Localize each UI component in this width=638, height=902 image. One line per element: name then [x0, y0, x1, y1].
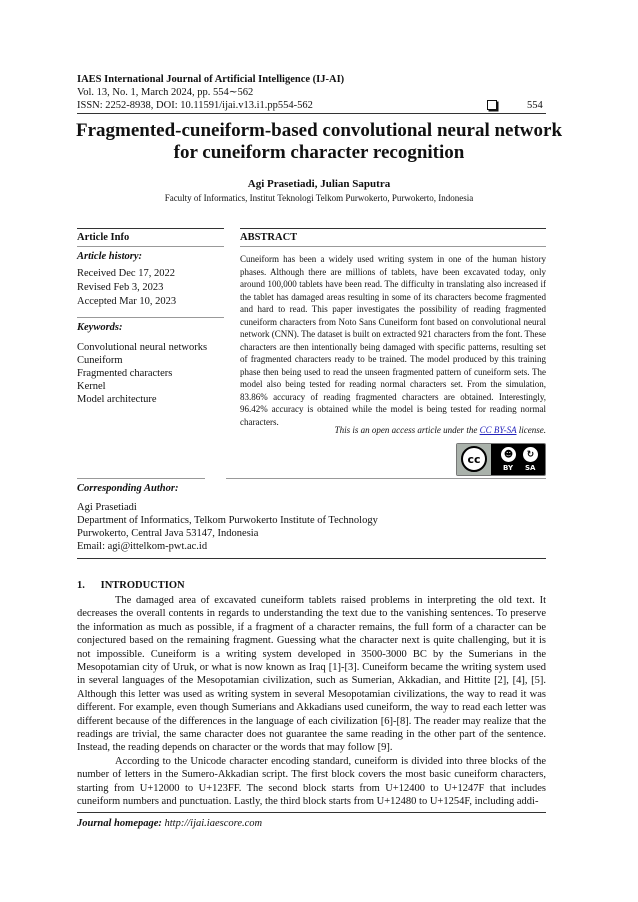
corresponding-right-rule — [226, 478, 546, 479]
abstract-top-rule — [240, 228, 546, 229]
cc-logo-icon: cc — [461, 446, 487, 472]
cc-by-label: BY — [503, 464, 514, 472]
share-alike-icon: ↻ — [523, 447, 538, 462]
author-name: Agi Prasetiadi — [77, 502, 137, 513]
keyword-item: Cuneiform — [77, 355, 123, 366]
homepage-label: Journal homepage: — [77, 818, 162, 829]
history-heading: Article history: — [77, 251, 143, 262]
keyword-item: Model architecture — [77, 394, 157, 405]
article-info-heading: Article Info — [77, 232, 130, 243]
license-statement — [240, 425, 546, 435]
keywords-rule — [77, 317, 224, 318]
header-rule — [77, 113, 546, 114]
volume-info: Vol. 13, No. 1, March 2024, pp. 554∼562 — [77, 87, 254, 98]
keyword-item: Convolutional neural networks — [77, 342, 208, 353]
license-suffix: license. — [518, 425, 546, 435]
introduction-heading: 1. INTRODUCTION — [77, 580, 185, 591]
accepted-date: Accepted Mar 10, 2023 — [77, 296, 177, 307]
affiliation: Faculty of Informatics, Institut Teknologi Telkom Purwokerto, Purwokerto, Indonesia — [164, 193, 474, 203]
issn-doi: ISSN: 2252-8938, DOI: 10.11591/ijai.v13.i1.pp554-562 — [77, 100, 313, 111]
abstract-heading: ABSTRACT — [240, 232, 298, 243]
revised-date: Revised Feb 3, 2023 — [77, 282, 164, 293]
cc-by-sa-badge[interactable] — [456, 443, 546, 476]
journal-name: IAES International Journal of Artificial Intelligence (IJ-AI) — [77, 74, 345, 85]
author-address: Purwokerto, Central Java 53147, Indonesia — [77, 528, 259, 539]
square-icon — [487, 100, 497, 110]
info-top-rule — [77, 228, 224, 229]
corresponding-heading: Corresponding Author: — [77, 483, 179, 494]
keywords-heading: Keywords: — [77, 322, 123, 333]
cc-by-sa-link[interactable]: CC BY-SA — [479, 425, 517, 435]
keyword-item: Fragmented characters — [77, 368, 173, 379]
paper-title — [70, 120, 568, 164]
page-number: 554 — [527, 100, 543, 111]
author-department: Department of Informatics, Telkom Purwokerto Institute of Technology — [77, 515, 378, 526]
title-line-1: Fragmented-cuneiform-based convolutional neural network — [75, 120, 563, 141]
section-divider — [77, 558, 546, 559]
introduction-body — [77, 594, 546, 809]
footer-rule — [77, 812, 546, 813]
info-heading-rule — [77, 246, 224, 247]
keyword-item: Kernel — [77, 381, 106, 392]
received-date: Received Dec 17, 2022 — [77, 268, 175, 279]
homepage-url[interactable]: http://ijai.iaescore.com — [164, 818, 263, 829]
intro-paragraph-1: The damaged area of excavated cuneiform tablets raised problems in interpreting the old text. It decreases the overall contents in regards to understanding the text due to the vanishing sentences. To preserve the information as much as possible, if a fragment of a character remains, the full form of a character can be conjectured based on the remaining fragment. Guessing what the character next is quite challenging, but it is not impossible. Cuneiform is a writing system developed in 3500-3000 BC by the Sumerians in the Mesopotamian city of Uruk, or what is now known as Iraq [1]-[3]. Cuneiform became the writing system used in several languages of the Mesopotamian civilization, such as Sumerian, Akkadian, and Hittite [2], [4], [5]. Although this letter was used as writing system in several Mesopotamian civilizations, the way to read it was different. For example, even though Sumerians and Akkadians used cuneiform, the way to read each letter was different because of the differences in the language of each civilization [6]-[8]. The reader may realize that the readings are trivial, the same character does not guarantee the same reading in the other part of the sentence. Instead, the reading depends on character or the words that may follow [9]. — [77, 595, 546, 754]
license-prefix: This is an open access article under the — [334, 425, 478, 435]
abstract-text: Cuneiform has been a widely used writing system in one of the human history phases. Although there are millions of tablets, have been excavated today, only around 100,000 tablets have been read. The difficulty in translating also increased if the tablet has damaged areas resulting in some of its characters become fragmented and hard to read. This paper investigates the possibility of reading fragmented cuneiform characters from Noto Sans Cuneiform font based on convolutional neural network (CNN). The dataset is built on extracted 921 characters from the font. These characters are then intentionally being damaged with specific patterns, resulting set of fragmented characters ready to be trained. The model produced by this training phase then being used to read the unseen fragmented pattern of cuneiform sets. The model also being tested for reading normal characters set. From the simulation, 83.86% accuracy of reading fragmented characters are obtained. Interestingly, 96.42% accuracy is obtained while the model is being tested for reading normal characters. — [240, 254, 546, 427]
intro-paragraph-2: According to the Unicode character encoding standard, cuneiform is divided into three blocks of the number of letters in the Sumero-Akkadian script. The first block covers the most basic cuneiform characters, starting from U+12000 to U+123FF. The second block starts from U+12400 to U+1247F that includes cuneiform numbers and punctuation. Lastly, the third block starts from U+12480 to U+1254F, including addi- — [77, 755, 546, 808]
journal-homepage — [77, 818, 262, 829]
attribution-person-icon: ☻ — [501, 447, 516, 462]
authors: Agi Prasetiadi, Julian Saputra — [247, 178, 391, 190]
cc-sa-label: SA — [525, 464, 536, 472]
corresponding-left-rule — [77, 478, 205, 479]
author-email: Email: agi@ittelkom-pwt.ac.id — [77, 541, 208, 552]
abstract-heading-rule — [240, 246, 546, 247]
title-line-2: for cuneiform character recognition — [173, 142, 465, 163]
